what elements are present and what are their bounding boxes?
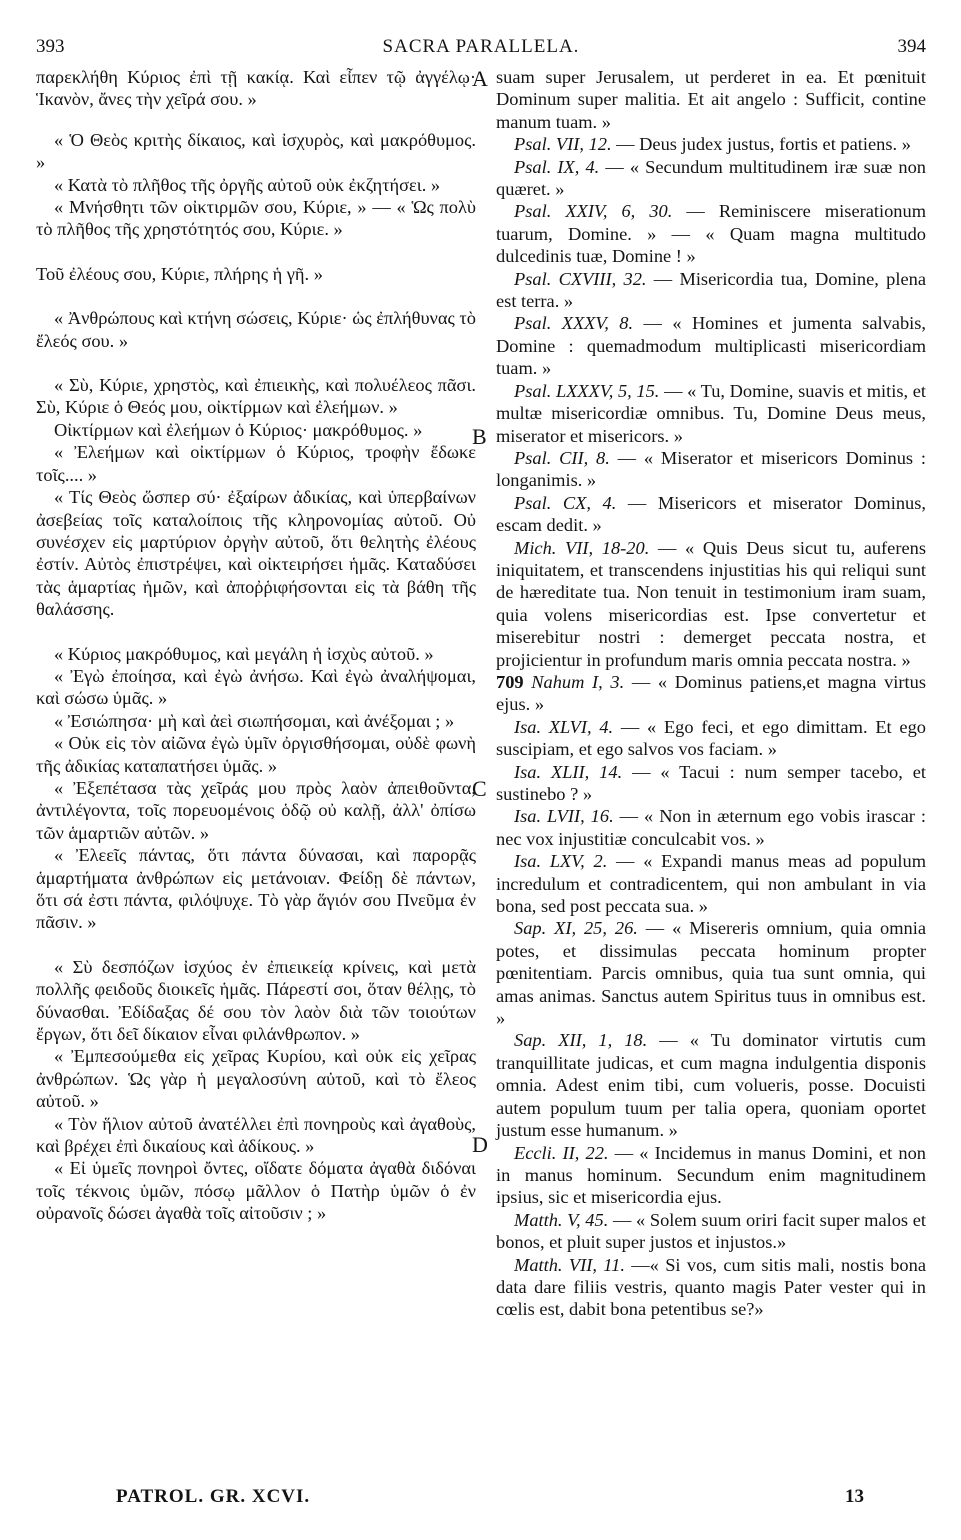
margin-letter-c: C bbox=[472, 776, 487, 801]
latin-text: — « Misereris omnium, quia omnia potes, et dissimulas peccata hominum propter pœnitentiam. Parcis omnibus, quia tua sunt omnia, qui amas animas. Sanctus autem Spiritus tuus in omnibus est. » bbox=[496, 918, 926, 1029]
latin-text: — « Tacui : num semper tacebo, et sustinebo ? » bbox=[496, 761, 926, 804]
citation: Sap. XI, 25, 26. bbox=[514, 918, 638, 939]
citation: Psal. XXXV, 8. bbox=[514, 313, 634, 334]
citation: Isa. XLVI, 4. bbox=[514, 716, 614, 737]
margin-letter-a: A bbox=[472, 66, 488, 91]
latin-text: — « Ego feci, et ego dimittam. Et ego suscipiam, et ego salvos vos faciam. » bbox=[496, 716, 926, 760]
latin-passage bbox=[496, 312, 926, 379]
citation: Psal. CII, 8. bbox=[514, 447, 610, 468]
citation: Isa. XLII, 14. bbox=[514, 761, 623, 782]
latin-text: — « Non in æternum ego vobis irascar : nec vox injustitiæ conculcabit vos. » bbox=[496, 806, 926, 849]
page-header bbox=[36, 36, 926, 60]
greek-passage: « Ἐλεεῖς πάντας, ὅτι πάντα δύνασαι, καὶ παρορᾷς ἁμαρτήματα ἀνθρώπων εἰς μετάνοιαν. Φείδῃ δὲ πάντων, ὅτι σά ἐστι πάντα, φιλόψυχε. Τὸ γὰρ ἅγιόν σου Πνεῦμα ἐν πᾶσιν. » bbox=[36, 845, 476, 933]
latin-text: — Reminiscere miserationum tuarum, Domine. » — « Quam magna multitudo dulcedinis tuæ, Domine ! » bbox=[496, 201, 926, 267]
latin-passage bbox=[496, 1254, 926, 1321]
greek-passage: παρεκλήθη Κύριος ἐπὶ τῇ κακίᾳ. Καὶ εἶπεν τῷ ἀγγέλῳ· Ἱκανὸν, ἄνες τὴν χεῖρά σου. » bbox=[36, 67, 476, 110]
page-footer bbox=[36, 1486, 926, 1512]
citation: Isa. LXV, 2. bbox=[514, 851, 608, 872]
latin-passage bbox=[496, 492, 926, 537]
latin-text: — « Quis Deus sicut tu, auferens iniquitatem, et transcendens injustitias his qui reliqui sunt de hæreditate tua. Non tenuit in testimonium iram suam, quia volens misericordias est. Ipse convertetur et miserebitur nostri : demerget peccata nostra, et projicientur in profundum maris omnia peccata nostra. » bbox=[496, 537, 926, 670]
latin-passage bbox=[496, 761, 926, 806]
greek-passage: « Ἐμπεσούμεθα εἰς χεῖρας Κυρίου, καὶ οὐκ εἰς χεῖρας ἀνθρώπων. Ὡς γὰρ ἡ μεγαλοσύνη αὐτοῦ, καὶ τὸ ἔλεος αὐτοῦ. » bbox=[36, 1046, 476, 1112]
greek-passage: « Σὺ, Κύριε, χρηστὸς, καὶ ἐπιεικὴς, καὶ πολυέλεος πᾶσι. Σὺ, Κύριε ὁ Θεός μου, οἰκτίρμων καὶ ἐλεήμων. » bbox=[36, 375, 476, 418]
citation: Psal. VII, 12. bbox=[514, 134, 612, 155]
latin-text: — Misericors et miserator Dominus, escam dedit. » bbox=[496, 492, 926, 536]
latin-text: — « Homines et jumenta salvabis, Domine : quemadmodum multiplicasti misericordiam tuam. » bbox=[496, 313, 927, 379]
latin-passage bbox=[496, 805, 926, 850]
latin-passage bbox=[496, 537, 926, 671]
latin-text: — « Incidemus in manus Domini, et non in manus hominum. Secundum enim magnitudinem ipsius, sic et misericordia ejus. bbox=[496, 1142, 927, 1208]
volume-signature: PATROL. GR. XCVI. bbox=[116, 1486, 311, 1507]
greek-passage: « Ἀνθρώπους καὶ κτήνη σώσεις, Κύριε· ὡς ἐπλήθυνας τὸ ἔλεός σου. » bbox=[36, 308, 476, 351]
citation: Psal. IX, 4. bbox=[514, 156, 600, 177]
greek-passage: « Τὸν ἥλιον αὐτοῦ ἀνατέλλει ἐπὶ πονηροὺς καὶ ἀγαθοὺς, καὶ βρέχει ἐπὶ δικαίους καὶ ἀδίκους. » bbox=[36, 1113, 476, 1157]
greek-passage: « Κύριος μακρόθυμος, καὶ μεγάλη ἡ ἰσχὺς αὐτοῦ. » bbox=[54, 643, 434, 664]
latin-passage bbox=[496, 716, 926, 761]
latin-text: —« Si vos, cum sitis mali, nostis bona data dare filiis vestris, quanto magis Pater vester qui in cœlis est, dabit bona petentibus se?» bbox=[496, 1254, 926, 1320]
latin-passage bbox=[496, 917, 926, 1029]
latin-text: — « Tu, Domine, suavis et mitis, et multæ misericordiæ omnibus. Tu, Domine Deus meus, miserator et misericors. » bbox=[496, 380, 927, 446]
greek-passage: « Εἰ ὑμεῖς πονηροὶ ὄντες, οἴδατε δόματα ἀγαθὰ διδόναι τοῖς τέκνοις ὑμῶν, πόσῳ μᾶλλον ὁ Πατὴρ ὑμῶν ὁ ἐν οὐρανοῖς δώσει ἀγαθὰ τοῖς αἰτοῦσιν ; » bbox=[36, 1158, 476, 1224]
greek-passage: Τοῦ ἐλέους σου, Κύριε, πλήρης ἡ γῆ. » bbox=[36, 263, 323, 284]
greek-column bbox=[36, 66, 476, 1225]
greek-passage: « Ὁ Θεὸς κριτὴς δίκαιος, καὶ ἰσχυρὸς, καὶ μακρόθυμος. » bbox=[36, 129, 476, 173]
latin-text: — « Miserator et misericors Dominus : longanimis. » bbox=[496, 447, 926, 491]
signature-number: 13 bbox=[845, 1486, 864, 1507]
latin-passage bbox=[496, 66, 926, 133]
latin-passage bbox=[496, 1209, 926, 1254]
latin-passage bbox=[496, 447, 926, 492]
latin-passage bbox=[496, 1029, 926, 1141]
latin-passage bbox=[496, 850, 926, 917]
latin-passage bbox=[496, 156, 926, 201]
latin-text: — « Solem suum oriri facit super malos et bonos, et pluit super justos et injustos.» bbox=[496, 1209, 927, 1253]
citation: Isa. LVII, 16. bbox=[514, 806, 614, 827]
latin-passage bbox=[496, 671, 926, 716]
greek-passage: « Κατὰ τὸ πλῆθος τῆς ὀργῆς αὐτοῦ οὐκ ἐκζητήσει. » bbox=[54, 174, 441, 195]
margin-letter-d: D bbox=[472, 1132, 488, 1157]
citation: Nahum I, 3. bbox=[531, 671, 625, 692]
latin-passage bbox=[496, 1142, 926, 1209]
latin-passage bbox=[496, 133, 926, 155]
left-page-number: 393 bbox=[36, 36, 65, 57]
latin-text: — « Expandi manus meas ad populum incredulum et contradicentem, qui non ambulant in via bona, sed post peccata sua. » bbox=[496, 851, 926, 917]
latin-text: — Deus judex justus, fortis et patiens. » bbox=[611, 134, 911, 155]
latin-text: — « Tu dominator virtutis cum tranquillitate judicas, et cum magna indulgentia disponis omnia. Adest enim tibi, cum volueris, posse. Docuisti autem populum tuum per talia opera, quoniam oportet justum esse humanum. » bbox=[496, 1030, 926, 1141]
citation: Sap. XII, 1, 18. bbox=[514, 1030, 648, 1051]
latin-text: — « Secundum multitudinem iræ suæ non quæret. » bbox=[496, 156, 926, 200]
citation: Psal. LXXXV, 5, 15. bbox=[514, 380, 660, 401]
running-title: SACRA PARALLELA. bbox=[382, 36, 580, 57]
citation: Psal. CXVIII, 32. bbox=[514, 268, 647, 289]
greek-passage: « Ἐγὼ ἐποίησα, καὶ ἐγὼ ἀνήσω. Καὶ ἐγὼ ἀναλήψομαι, καὶ σώσω ὑμᾶς. » bbox=[36, 665, 476, 709]
latin-text: suam super Jerusalem, ut perderet in ea. Et pœnituit Dominum super malitia. Et ait angelo : Sufficit, contine manum tuam. » bbox=[496, 67, 926, 132]
latin-passage bbox=[496, 200, 926, 267]
citation: Psal. XXIV, 6, 30. bbox=[514, 201, 673, 222]
latin-passage bbox=[496, 380, 926, 447]
greek-passage: Οἰκτίρμων καὶ ἐλεήμων ὁ Κύριος· μακρόθυμος. » bbox=[54, 419, 423, 440]
greek-passage: « Ἐξεπέτασα τὰς χεῖράς μου πρὸς λαὸν ἀπειθοῦντα, ἀντιλέγοντα, τοῖς πορευομένοις ὁδῷ οὐ καλῇ, ἀλλ' ὀπίσω τῶν ἁμαρτιῶν αὐτῶν. » bbox=[36, 777, 476, 843]
margin-letter-b: B bbox=[472, 424, 487, 449]
citation: Matth. VII, 11. bbox=[514, 1254, 625, 1275]
latin-text: — « Dominus patiens,et magna virtus ejus. » bbox=[496, 671, 926, 715]
column-number: 709 bbox=[496, 671, 524, 692]
greek-passage: « Οὐκ εἰς τὸν αἰῶνα ἐγὼ ὑμῖν ὀργισθήσομαι, οὐδὲ φωνὴ τῆς ἀδικίας καταπατήσει ὑμᾶς. » bbox=[36, 733, 476, 776]
greek-passage: « Μνήσθητι τῶν οἰκτιρμῶν σου, Κύριε, » — « Ὡς πολὺ τὸ πλῆθος τῆς χρηστότητός σου, Κύριε. » bbox=[36, 197, 476, 240]
citation: Psal. CX, 4. bbox=[514, 492, 617, 513]
latin-column bbox=[496, 66, 926, 1321]
right-page-number: 394 bbox=[897, 36, 926, 57]
greek-passage: « Ἐσιώπησα· μὴ καὶ ἀεὶ σιωπήσομαι, καὶ ἀνέξομαι ; » bbox=[54, 710, 455, 731]
latin-text: — Misericordia tua, Domine, plena est terra. » bbox=[496, 268, 926, 312]
latin-passage bbox=[496, 268, 926, 313]
citation: Eccli. II, 22. bbox=[514, 1142, 609, 1163]
citation: Mich. VII, 18-20. bbox=[514, 537, 650, 558]
greek-passage: « Ἐλεήμων καὶ οἰκτίρμων ὁ Κύριος, τροφὴν ἔδωκε τοῖς.... » bbox=[36, 442, 476, 485]
citation: Matth. V, 45. bbox=[514, 1209, 609, 1230]
greek-passage: « Τίς Θεὸς ὥσπερ σύ· ἐξαίρων ἀδικίας, καὶ ὑπερβαίνων ἀσεβείας τοῖς καταλοίποις τῆς κληρονομίας αὐτοῦ. Οὐ συνέσχεν εἰς μαρτύριον ὀργὴν αὐτοῦ, ὅτι θελητὴς ἐλέους ἐστίν. Αὐτὸς ἐπιστρέψει, καὶ οἰκτειρήσει ἡμᾶς. Καταδύσει τὰς ἁμαρτίας ἡμῶν, καὶ ἀποῤῥιφήσονται εἰς τὰ βάθη τῆς θαλάσσης. bbox=[36, 487, 476, 620]
greek-passage: « Σὺ δεσπόζων ἰσχύος ἐν ἐπιεικείᾳ κρίνεις, καὶ μετὰ πολλῆς φειδοῦς διοικεῖς ἡμᾶς. Πάρεστί σοι, ὅταν θέλῃς, τὸ δύνασθαι. Ἐδίδαξας δέ σου τὸν λαὸν διὰ τῶν τοιούτων ἔργων, ὅτι δεῖ δίκαιον εἶναι φιλάνθρωπον. » bbox=[36, 956, 476, 1045]
